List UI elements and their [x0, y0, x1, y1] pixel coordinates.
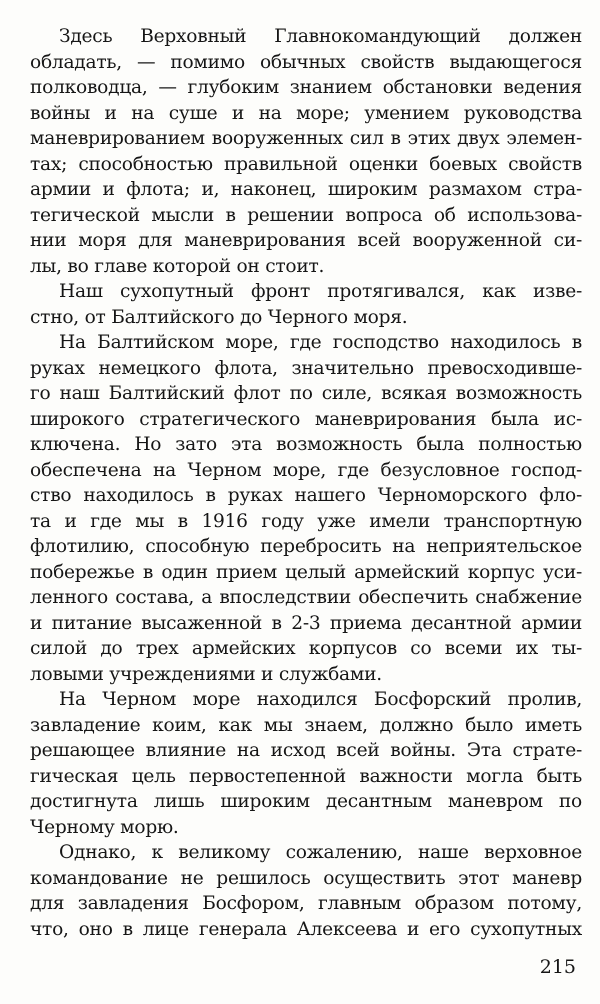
text-line: широкого стратегического маневрирования была ис-	[30, 408, 582, 430]
text-line: Черному морю.	[30, 816, 179, 838]
page-number: 215	[539, 956, 576, 978]
text-line: командование не решилось осуществить этот маневр	[30, 867, 582, 889]
text-line: нии моря для маневрирования всей вооруженной си-	[30, 230, 582, 251]
text-line: Наш сухопутный фронт протягивался, как изве-	[59, 281, 582, 302]
text-line: лы, во главе которой он стоит.	[30, 255, 325, 277]
paragraph-supreme-commander	[30, 24, 582, 279]
text-line: обеспечена на Черном море, где безусловное господ-	[30, 459, 582, 481]
text-line: гическая цель первостепенной важности могла быть	[30, 765, 582, 787]
text-line: На Черном море находился Босфорский пролив,	[59, 689, 582, 710]
paragraph-baltic-sea	[30, 330, 582, 687]
text-line: войны и на суше и на море; умением руководства	[30, 102, 582, 124]
text-line: что, оно в лице генерала Алексеева и его сухопутных	[30, 918, 582, 940]
text-line: силой до трех армейских корпусов со всеми их ты-	[30, 638, 582, 659]
text-line: та и где мы в 1916 году уже имели транспортную	[30, 510, 582, 532]
text-line: ключена. Но зато эта возможность была полностью	[30, 434, 582, 455]
text-line: и питание высаженной в 2-3 приема десантной армии	[30, 612, 582, 634]
text-line: Здесь Верховный Главнокомандующий должен	[59, 26, 582, 47]
paragraph-bosphorus	[30, 687, 582, 840]
text-line: ловыми учреждениями и службами.	[30, 663, 382, 685]
text-line: полководца, — глубоким знанием обстановки ведения	[30, 77, 582, 98]
text-line: достигнута лишь широким десантным маневром по	[30, 791, 582, 812]
text-line: для завладения Босфором, главным образом потому,	[30, 893, 582, 914]
text-line: побережье в один прием целый армейский корпус уси-	[30, 561, 582, 583]
text-line: На Балтийском море, где господство находилось в	[59, 332, 582, 353]
paragraph-land-front	[30, 279, 582, 330]
text-line: Однако, к великому сожалению, наше верховное	[59, 842, 582, 863]
text-line: армии и флота; и, наконец, широким размахом стра-	[30, 179, 582, 200]
text-line: руках немецкого флота, значительно превосходивше-	[30, 357, 582, 379]
text-line: флотилию, способную перебросить на неприятельское	[30, 536, 582, 557]
text-line: ство находилось в руках нашего Черноморского фло-	[30, 485, 582, 506]
text-line: тегической мысли в решении вопроса об использова-	[30, 204, 582, 226]
body-text	[30, 24, 582, 942]
text-line: го наш Балтийский флот по силе, всякая возможность	[30, 383, 582, 404]
text-line: обладать, — помимо обычных свойств выдающегося	[30, 51, 582, 73]
text-line: маневрированием вооруженных сил в этих двух элемен-	[30, 128, 582, 149]
paragraph-high-command	[30, 840, 582, 942]
text-line: стно, от Балтийского до Черного моря.	[30, 306, 408, 328]
text-line: ленного состава, а впоследствии обеспечить снабжение	[30, 587, 582, 608]
text-line: тах; способностью правильной оценки боевых свойств	[30, 153, 582, 175]
text-line: решающее влияние на исход всей войны. Эта страте-	[30, 740, 582, 761]
text-line: завладение коим, как мы знаем, должно было иметь	[30, 714, 582, 736]
